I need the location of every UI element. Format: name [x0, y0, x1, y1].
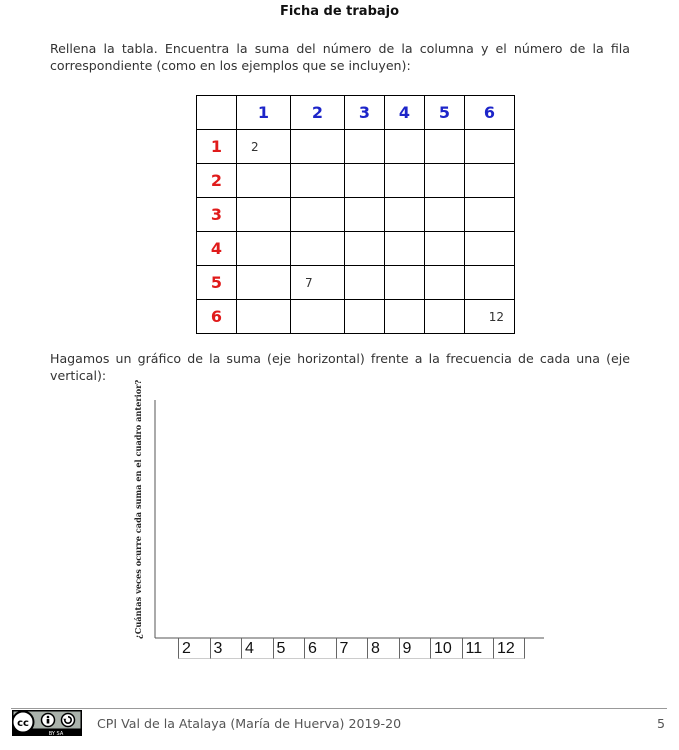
- table-cell[interactable]: [385, 266, 425, 300]
- page-number: 5: [657, 716, 666, 731]
- y-axis-label: ¿Cuántas veces ocurre cada suma en el cuadro anterior?: [133, 379, 143, 639]
- row-header: 4: [197, 232, 237, 266]
- table-header-row: [197, 96, 515, 130]
- table-cell[interactable]: [237, 164, 291, 198]
- table-cell[interactable]: [237, 300, 291, 334]
- x-tick-label: 6: [304, 638, 336, 659]
- table-cell[interactable]: [291, 130, 345, 164]
- table-row: [197, 198, 515, 232]
- row-header: 6: [197, 300, 237, 334]
- x-tick-label: 5: [273, 638, 305, 659]
- table-cell[interactable]: [465, 198, 515, 232]
- table-cell[interactable]: [291, 198, 345, 232]
- column-header: 3: [345, 96, 385, 130]
- table-row: [197, 300, 515, 334]
- x-tick-label: 7: [336, 638, 368, 659]
- table-row: [197, 232, 515, 266]
- column-header: 6: [465, 96, 515, 130]
- row-header: 5: [197, 266, 237, 300]
- x-tick-label: 8: [367, 638, 399, 659]
- table-cell[interactable]: [385, 300, 425, 334]
- table-cell[interactable]: [345, 232, 385, 266]
- table-cell[interactable]: [425, 164, 465, 198]
- svg-text:cc: cc: [17, 718, 29, 729]
- table-cell[interactable]: [425, 300, 465, 334]
- table-row: [197, 266, 515, 300]
- table-row: [197, 130, 515, 164]
- row-header: 1: [197, 130, 237, 164]
- table-cell[interactable]: [237, 198, 291, 232]
- table-cell[interactable]: [345, 130, 385, 164]
- table-cell[interactable]: [465, 266, 515, 300]
- cc-by-sa-icon: [12, 710, 82, 736]
- x-tick-label: 11: [462, 638, 494, 659]
- table-cell[interactable]: [345, 266, 385, 300]
- x-tick-label: 10: [430, 638, 462, 659]
- column-header: 2: [291, 96, 345, 130]
- table-cell[interactable]: [385, 130, 425, 164]
- row-header: 2: [197, 164, 237, 198]
- table-cell[interactable]: [345, 164, 385, 198]
- table-cell[interactable]: [465, 164, 515, 198]
- table-cell[interactable]: [465, 130, 515, 164]
- table-cell[interactable]: [291, 232, 345, 266]
- column-header: 4: [385, 96, 425, 130]
- table-cell[interactable]: [465, 232, 515, 266]
- table-row: [197, 164, 515, 198]
- table-cell[interactable]: [345, 300, 385, 334]
- table-cell[interactable]: [425, 232, 465, 266]
- table-cell[interactable]: [385, 164, 425, 198]
- table-cell[interactable]: [425, 198, 465, 232]
- table-cell[interactable]: [237, 232, 291, 266]
- chart-axes: [130, 379, 550, 648]
- x-tick-label: 4: [241, 638, 273, 659]
- cc-license-text: BY SA: [48, 731, 64, 736]
- page-title: Ficha de trabajo: [279, 4, 400, 19]
- footer-school-text: CPI Val de la Atalaya (María de Huerva) 2019-20: [97, 716, 402, 731]
- x-axis-ticks: [178, 638, 525, 659]
- table-cell[interactable]: [385, 198, 425, 232]
- table-cell[interactable]: [237, 266, 291, 300]
- x-tick-label: 12: [493, 638, 525, 659]
- table-cell[interactable]: [291, 164, 345, 198]
- column-header: 1: [237, 96, 291, 130]
- footer-divider: [11, 708, 667, 709]
- table-cell[interactable]: [385, 232, 425, 266]
- table-cell[interactable]: [425, 130, 465, 164]
- table-cell[interactable]: [291, 300, 345, 334]
- x-tick-label: 3: [210, 638, 242, 659]
- column-header: 5: [425, 96, 465, 130]
- sum-table: [196, 95, 515, 334]
- table-cell[interactable]: [345, 198, 385, 232]
- table-cell[interactable]: [425, 266, 465, 300]
- table-corner-cell: [197, 96, 237, 130]
- table-cell[interactable]: 12: [465, 300, 515, 334]
- x-tick-label: 9: [399, 638, 431, 659]
- x-tick-label: 2: [178, 638, 210, 659]
- row-header: 3: [197, 198, 237, 232]
- table-cell[interactable]: 7: [291, 266, 345, 300]
- table-cell[interactable]: 2: [237, 130, 291, 164]
- table-instructions: Rellena la tabla. Encuentra la suma del número de la columna y el número de la fila correspondiente (como en los ejemplos que se incluyen):: [50, 41, 630, 73]
- chart-instructions: Hagamos un gráfico de la suma (eje horizontal) frente a la frecuencia de cada una (eje vertical):: [50, 351, 630, 383]
